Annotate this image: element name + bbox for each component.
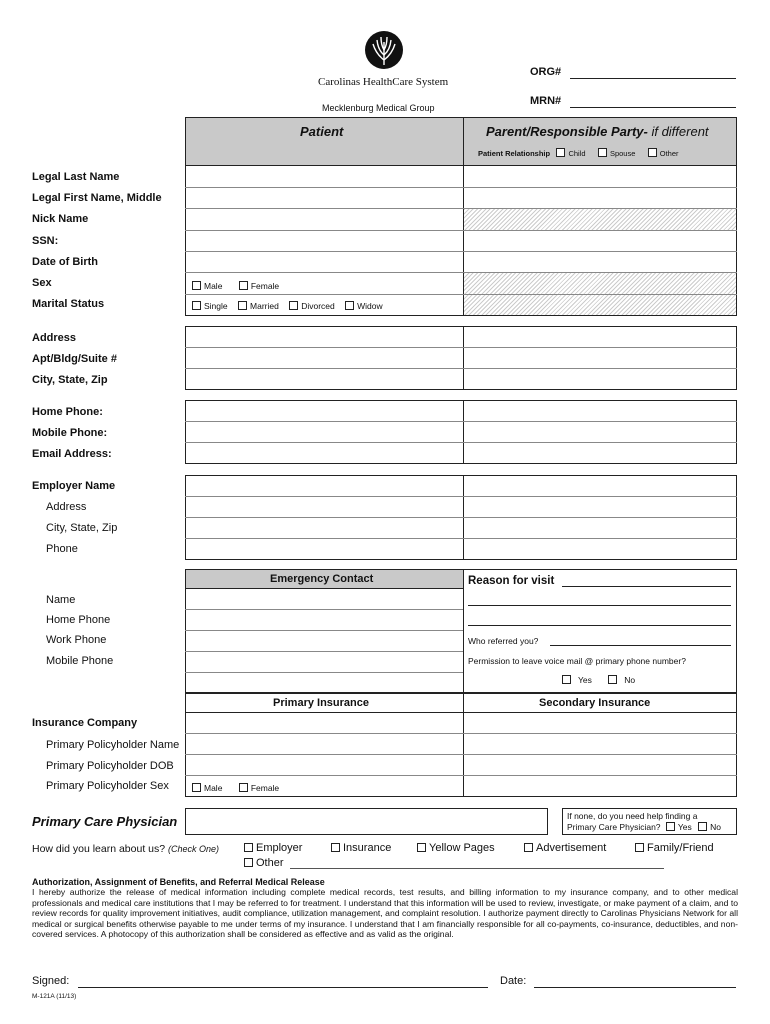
reason-for-visit-label: Reason for visit bbox=[468, 575, 555, 587]
relationship-label: Patient Relationship bbox=[478, 149, 551, 158]
voicemail-yes-checkbox[interactable] bbox=[562, 675, 571, 684]
widow-label: Widow bbox=[357, 301, 383, 311]
label-apt: Apt/Bldg/Suite # bbox=[32, 353, 117, 365]
advertisement-label: Advertisement bbox=[536, 842, 607, 854]
date-field[interactable] bbox=[534, 987, 736, 988]
widow-checkbox[interactable] bbox=[345, 301, 354, 310]
insurance-label: Insurance bbox=[343, 842, 392, 854]
spouse-label: Spouse bbox=[609, 149, 636, 158]
pcp-no-checkbox[interactable] bbox=[698, 822, 707, 831]
label-city-state-zip: City, State, Zip bbox=[32, 374, 108, 386]
voicemail-yes-label: Yes bbox=[578, 675, 592, 685]
signature-field[interactable] bbox=[78, 987, 488, 988]
label-sex: Sex bbox=[32, 277, 52, 289]
label-emergency-mobile-phone: Mobile Phone bbox=[46, 655, 114, 667]
label-first-name: Legal First Name, Middle bbox=[32, 192, 162, 204]
emergency-contact-title: Emergency Contact bbox=[270, 573, 374, 585]
female-label: Female bbox=[250, 281, 280, 291]
row-line bbox=[185, 588, 463, 589]
yellow-pages-checkbox[interactable] bbox=[417, 843, 426, 852]
reason-field-1[interactable] bbox=[562, 586, 731, 587]
label-dob: Date of Birth bbox=[32, 256, 98, 268]
learn-option-employer[interactable] bbox=[244, 842, 302, 854]
learn-option-insurance[interactable] bbox=[331, 842, 391, 854]
single-checkbox[interactable] bbox=[192, 301, 201, 310]
phone-table[interactable] bbox=[185, 400, 737, 464]
learn-option-other[interactable] bbox=[244, 857, 284, 869]
label-policyholder-sex: Primary Policyholder Sex bbox=[46, 780, 169, 792]
secondary-insurance-title: Secondary Insurance bbox=[539, 697, 651, 709]
learn-option-advertisement[interactable] bbox=[524, 842, 606, 854]
row-line bbox=[185, 754, 737, 755]
row-line bbox=[185, 294, 737, 295]
pcp-label: Primary Care Physician bbox=[32, 814, 178, 829]
label-employer-name: Employer Name bbox=[32, 480, 116, 492]
label-policyholder-name: Primary Policyholder Name bbox=[46, 739, 180, 751]
row-line bbox=[185, 517, 737, 518]
address-table[interactable] bbox=[185, 326, 737, 390]
header-divider bbox=[185, 165, 737, 166]
label-address: Address bbox=[32, 332, 77, 344]
other-source-checkbox[interactable] bbox=[244, 858, 253, 867]
referred-label: Who referred you? bbox=[468, 636, 539, 646]
label-mobile-phone: Mobile Phone: bbox=[32, 427, 108, 439]
other-source-label: Other bbox=[256, 857, 284, 869]
patient-column-title: Patient bbox=[300, 124, 344, 139]
pcp-no-label: No bbox=[710, 822, 722, 832]
other-relationship-checkbox[interactable] bbox=[648, 148, 657, 157]
learn-question bbox=[32, 843, 219, 855]
advertisement-checkbox[interactable] bbox=[524, 843, 533, 852]
married-label: Married bbox=[250, 301, 279, 311]
label-policyholder-dob: Primary Policyholder DOB bbox=[46, 760, 174, 772]
policyholder-sex-options bbox=[192, 783, 279, 793]
policyholder-female-checkbox[interactable] bbox=[239, 783, 248, 792]
insurance-checkbox[interactable] bbox=[331, 843, 340, 852]
date-label: Date: bbox=[500, 975, 527, 987]
employer-label: Employer bbox=[256, 842, 303, 854]
pcp-help-question: Primary Care Physician? bbox=[567, 822, 661, 832]
row-line bbox=[185, 712, 737, 713]
label-email: Email Address: bbox=[32, 448, 112, 460]
policyholder-male-label: Male bbox=[204, 783, 223, 793]
column-divider bbox=[463, 569, 464, 693]
pcp-help-line1: If none, do you need help finding a bbox=[567, 811, 698, 821]
org-name: Carolinas HealthCare System bbox=[318, 76, 449, 88]
logo-icon bbox=[364, 30, 404, 70]
row-line bbox=[185, 368, 737, 369]
label-insurance-company: Insurance Company bbox=[32, 717, 138, 729]
reason-field-2[interactable] bbox=[468, 605, 731, 606]
voicemail-no-label: No bbox=[624, 675, 636, 685]
policyholder-male-checkbox[interactable] bbox=[192, 783, 201, 792]
voicemail-options bbox=[562, 675, 635, 685]
row-line bbox=[185, 272, 737, 273]
other-relationship-label: Other bbox=[659, 149, 679, 158]
row-line bbox=[185, 496, 737, 497]
row-line bbox=[185, 609, 463, 610]
primary-insurance-title: Primary Insurance bbox=[273, 697, 369, 709]
parent-marital-hatch bbox=[464, 294, 736, 315]
signed-label: Signed: bbox=[32, 975, 70, 987]
patient-marital-options bbox=[192, 301, 383, 311]
other-source-field[interactable] bbox=[290, 868, 664, 869]
column-divider bbox=[463, 693, 464, 797]
pcp-yes-checkbox[interactable] bbox=[666, 822, 675, 831]
org-field[interactable] bbox=[570, 78, 736, 79]
family-friend-label: Family/Friend bbox=[647, 842, 714, 854]
spouse-checkbox[interactable] bbox=[598, 148, 607, 157]
pcp-yes-label: Yes bbox=[677, 822, 692, 832]
patient-sex-options bbox=[192, 281, 279, 291]
row-line bbox=[185, 251, 737, 252]
female-checkbox[interactable] bbox=[239, 281, 248, 290]
yellow-pages-label: Yellow Pages bbox=[429, 842, 495, 854]
parent-title-main: Parent/Responsible Party- bbox=[486, 124, 648, 139]
voicemail-label: Permission to leave voice mail @ primary phone number? bbox=[468, 656, 686, 666]
org-label: ORG# bbox=[530, 66, 562, 78]
label-emergency-home-phone: Home Phone bbox=[46, 614, 111, 626]
label-employer-phone: Phone bbox=[46, 543, 78, 555]
label-nick-name: Nick Name bbox=[32, 213, 89, 225]
married-checkbox[interactable] bbox=[238, 301, 247, 310]
child-checkbox[interactable] bbox=[556, 148, 565, 157]
learn-question-text: How did you learn about us? bbox=[32, 843, 166, 855]
label-employer-city: City, State, Zip bbox=[46, 522, 118, 534]
single-label: Single bbox=[204, 301, 228, 311]
referred-field[interactable] bbox=[550, 645, 731, 646]
row-line bbox=[185, 775, 737, 776]
learn-hint: (Check One) bbox=[168, 844, 220, 854]
reason-field-3[interactable] bbox=[468, 625, 731, 626]
label-home-phone: Home Phone: bbox=[32, 406, 103, 418]
authorization-title: Authorization, Assignment of Benefits, and Referral Medical Release bbox=[32, 877, 325, 887]
parent-title-suffix: if different bbox=[651, 124, 709, 139]
row-line bbox=[185, 651, 463, 652]
label-last-name: Legal Last Name bbox=[32, 171, 120, 183]
form-code: M-121A (11/13) bbox=[32, 993, 77, 1000]
male-label: Male bbox=[204, 281, 223, 291]
label-employer-address: Address bbox=[46, 501, 87, 513]
row-line bbox=[185, 208, 737, 209]
column-divider bbox=[463, 326, 464, 390]
male-checkbox[interactable] bbox=[192, 281, 201, 290]
row-line bbox=[185, 538, 737, 539]
learn-option-yellow-pages[interactable] bbox=[417, 842, 495, 854]
pcp-help-line2 bbox=[567, 822, 721, 832]
row-line bbox=[185, 347, 737, 348]
column-divider bbox=[463, 400, 464, 464]
row-line bbox=[185, 421, 737, 422]
label-emergency-name: Name bbox=[46, 594, 76, 606]
row-line bbox=[185, 672, 463, 673]
voicemail-no-checkbox[interactable] bbox=[608, 675, 617, 684]
label-marital-status: Marital Status bbox=[32, 298, 105, 310]
label-emergency-work-phone: Work Phone bbox=[46, 634, 107, 646]
parent-nickname-hatch bbox=[464, 209, 736, 230]
relationship-row bbox=[478, 148, 679, 158]
family-friend-checkbox[interactable] bbox=[635, 843, 644, 852]
child-label: Child bbox=[568, 149, 586, 158]
row-line bbox=[185, 187, 737, 188]
learn-option-family[interactable] bbox=[635, 842, 714, 854]
group-name: Mecklenburg Medical Group bbox=[322, 103, 435, 113]
employer-checkbox[interactable] bbox=[244, 843, 253, 852]
mrn-field[interactable] bbox=[570, 107, 736, 108]
divorced-checkbox[interactable] bbox=[289, 301, 298, 310]
label-ssn: SSN: bbox=[32, 235, 59, 247]
pcp-field[interactable] bbox=[185, 808, 548, 835]
parent-sex-hatch bbox=[464, 273, 736, 294]
insurance-table bbox=[185, 693, 737, 797]
policyholder-female-label: Female bbox=[250, 783, 280, 793]
row-line bbox=[185, 230, 737, 231]
row-line bbox=[185, 733, 737, 734]
row-line bbox=[185, 630, 463, 631]
row-line bbox=[185, 442, 737, 443]
mrn-label: MRN# bbox=[530, 95, 562, 107]
authorization-text: I hereby authorize the release of medical information including complete medical records, test results, and billing information to my insurance company, and to other medical professionals and medical care institutions that I may be referred to for treatment. I understand that this information will be used to review, investigate, or make payment of a claim, and to review records for quality improvement initiatives, audit compliance, utilization management, and complaint resolution. I authorize payment directly to Carolinas Physicians Network for all medical or surgical benefits otherwise payable to me under terms of my insurance. I understand that I am financially responsible for all co-payments, co-insurance, deductibles, and non-covered services. A photocopy of this authorization shall be considered as effective and as valid as the original. bbox=[32, 887, 738, 940]
parent-column-title bbox=[486, 124, 709, 139]
divorced-label: Divorced bbox=[301, 301, 335, 311]
